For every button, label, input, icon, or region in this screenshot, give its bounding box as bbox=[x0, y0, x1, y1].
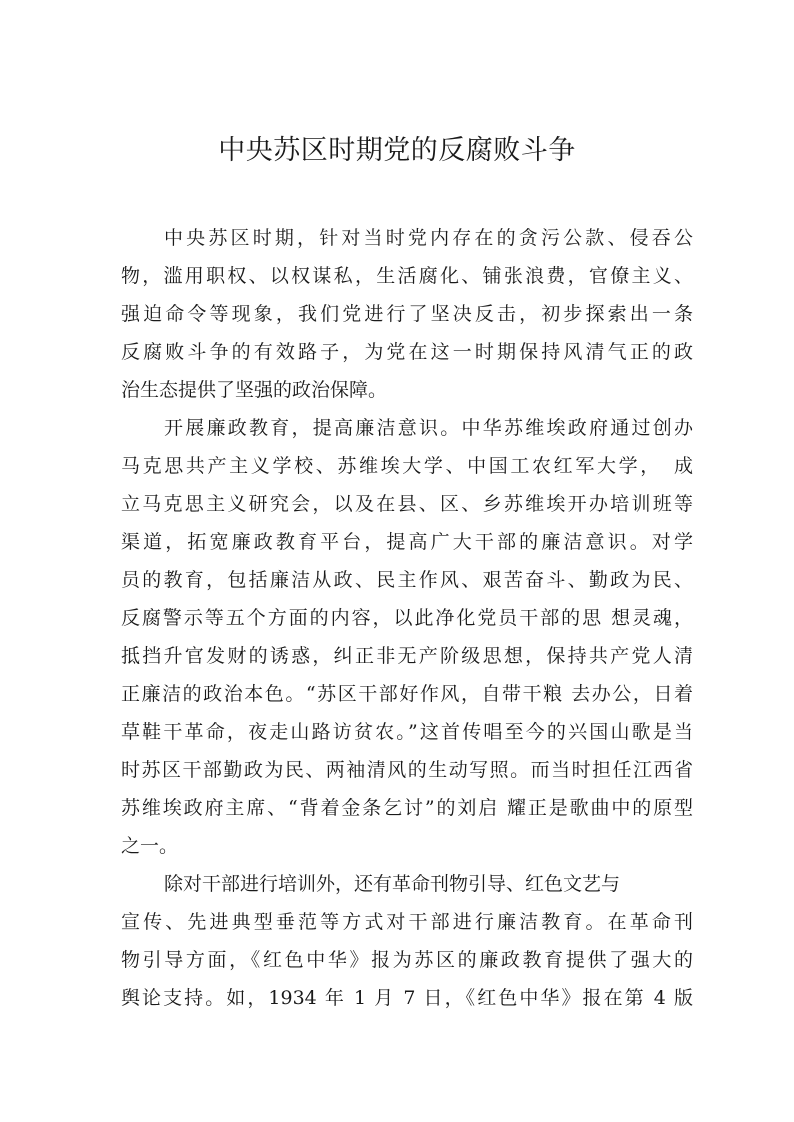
paragraph-2-line-10: 时苏区干部勤政为民、两袖清风的生动写照。而当时担任江西省 bbox=[121, 759, 693, 781]
paragraph-2-line-4: 渠道，拓宽廉政教育平台，提高广大干部的廉洁意识。对学 bbox=[121, 531, 693, 553]
paragraph-3-line-2: 宣传、先进典型垂范等方式对干部进行廉洁教育。在革命刊 bbox=[121, 911, 693, 933]
paragraph-2-line-5: 员的教育，包括廉洁从政、民主作风、艰苦奋斗、勤政为民、 bbox=[121, 569, 693, 591]
paragraph-1-line-1: 中央苏区时期，针对当时党内存在的贪污公款、侵吞公 bbox=[164, 227, 693, 249]
paragraph-2-line-6: 反腐警示等五个方面的内容，以此净化党员干部的思 想灵魂， bbox=[121, 607, 693, 629]
paragraph-1-line-4: 反腐败斗争的有效路子，为党在这一时期保持风清气正的政 bbox=[121, 341, 693, 363]
document-title: 中央苏区时期党的反腐败斗争 bbox=[218, 135, 576, 166]
paragraph-2-line-3: 立马克思主义研究会，以及在县、区、乡苏维埃开办培训班等 bbox=[121, 493, 693, 515]
paragraph-2-line-9: 草鞋干革命，夜走山路访贫农。”这首传唱至今的兴国山歌是当 bbox=[121, 721, 693, 743]
paragraph-2-line-7: 抵挡升官发财的诱惑，纠正非无产阶级思想，保持共产党人清 bbox=[121, 645, 693, 667]
paragraph-1-line-2: 物，滥用职权、以权谋私，生活腐化、铺张浪费，官僚主义、 bbox=[121, 265, 693, 287]
paragraph-2-line-12: 之一。 bbox=[121, 835, 179, 857]
paragraph-3-line-4: 舆论支持。如，1934 年 1 月 7 日，《红色中华》报在第 4 版 bbox=[121, 987, 693, 1009]
paragraph-3-line-3: 物引导方面，《红色中华》报为苏区的廉政教育提供了强大的 bbox=[121, 949, 693, 971]
paragraph-2-line-8: 正廉洁的政治本色。“苏区干部好作风，自带干粮 去办公，日着 bbox=[121, 683, 693, 705]
paragraph-2-line-2: 马克思共产主义学校、苏维埃大学、中国工农红军大学， 成 bbox=[121, 455, 693, 477]
paragraph-1-line-5: 治生态提供了坚强的政治保障。 bbox=[121, 379, 388, 401]
paragraph-3-line-1: 除对干部进行培训外，还有革命刊物引导、红色文艺与 bbox=[164, 873, 621, 895]
paragraph-2-line-11: 苏维埃政府主席、“背着金条乞讨”的刘启 耀正是歌曲中的原型 bbox=[121, 797, 693, 819]
paragraph-2-line-1: 开展廉政教育，提高廉洁意识。中华苏维埃政府通过创办 bbox=[164, 417, 693, 439]
paragraph-1-line-3: 强迫命令等现象，我们党进行了坚决反击，初步探索出一条 bbox=[121, 303, 693, 325]
